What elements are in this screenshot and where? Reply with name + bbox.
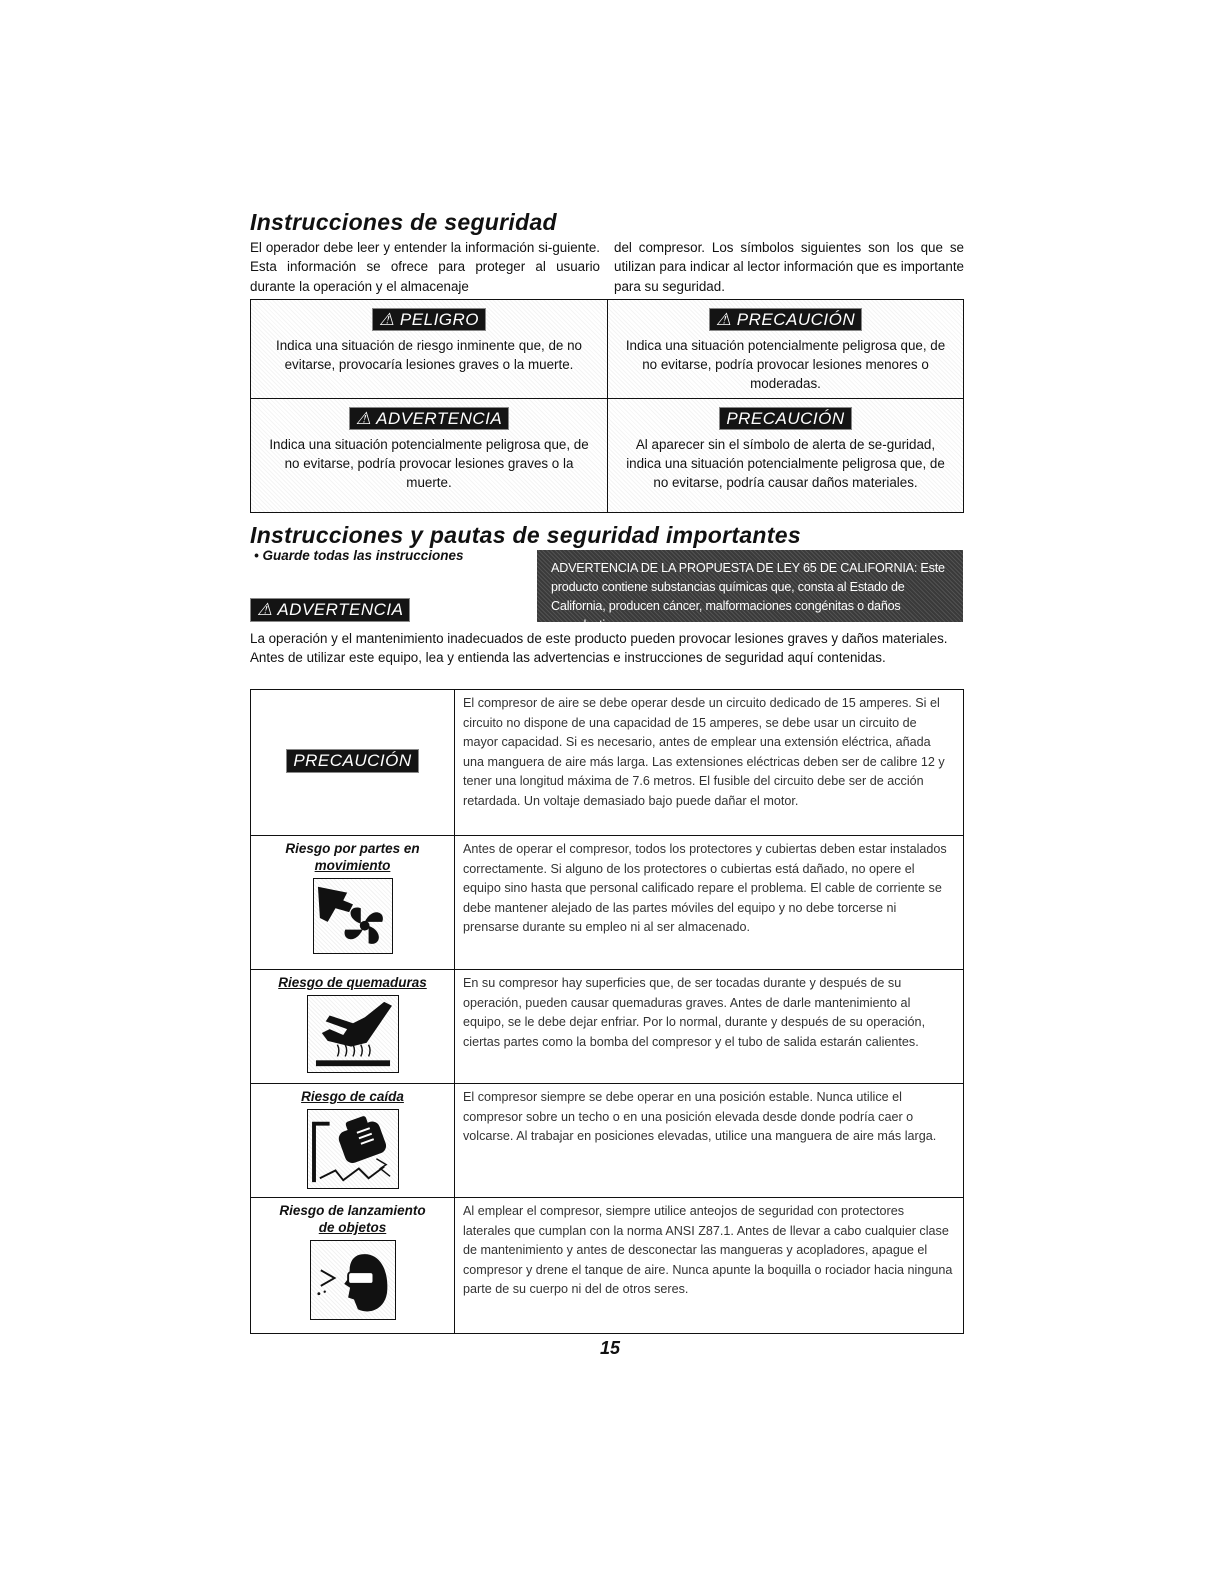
signal-advertencia	[251, 398, 607, 512]
hazard-row-moving-parts	[251, 835, 963, 969]
hazard-name: Riesgo de caída	[301, 1089, 404, 1104]
prop65-warning-box: ADVERTENCIA DE LA PROPUESTA DE LEY 65 DE CALIFORNIA: Este producto contiene substancias químicas que, consta al Estado de California, producen cáncer, malformaciones congénitas o daños reproductivos.	[537, 550, 963, 622]
moving-parts-icon	[313, 878, 393, 954]
signal-precaucion-alert	[607, 300, 963, 398]
signal-label: ⚠ PRECAUCIÓN	[709, 308, 862, 331]
signal-text: Al aparecer sin el símbolo de alerta de se-guridad, indica una situación potencialmente peligrosa que, de no evitarse, podría causar daños materiales.	[626, 437, 945, 490]
advertencia-label: ⚠ ADVERTENCIA	[250, 598, 410, 622]
hazard-name-cont: de objetos	[318, 1220, 387, 1235]
hazard-text: Antes de operar el compresor, todos los protectores y cubiertas deben estar instalados correctamente. Si alguno de los protectores o cubiertas está dañado, no opere el equipo sino hasta que personal calificado repare el problema. El cable de corriente se debe mantener alejado de las partes móviles del equipo y no debe torcerse ni prensarse durante su empleo ni al ser almacenado.	[463, 842, 947, 935]
section-title-safety: Instrucciones de seguridad	[250, 209, 557, 235]
subtitle: • Guarde todas las instrucciones	[254, 548, 464, 563]
fall-icon	[307, 1109, 399, 1189]
signal-precaucion	[607, 398, 963, 512]
hazard-label-cell	[251, 970, 455, 1083]
hazard-label-cell	[251, 1198, 455, 1333]
intro-right: del compresor. Los símbolos siguientes son los que se utilizan para indicar al lector información que es importante para su seguridad.	[614, 240, 964, 294]
hazard-label-cell	[251, 836, 455, 969]
precaucion-label: PRECAUCIÓN	[286, 749, 418, 773]
signal-text: Indica una situación de riesgo inminente que, de no evitarse, provocaría lesiones graves o la muerte.	[276, 338, 582, 372]
signal-text: Indica una situación potencialmente peligrosa que, de no evitarse, podría provocar lesiones graves o la muerte.	[269, 437, 589, 490]
hazard-name-cont: movimiento	[314, 858, 391, 873]
hazard-row-circuit	[251, 690, 963, 835]
hazard-row-flying-objects	[251, 1197, 963, 1333]
hazard-row-burn	[251, 969, 963, 1083]
burn-icon	[307, 995, 399, 1073]
hazard-text: El compresor de aire se debe operar desde un circuito dedicado de 15 amperes. Si el circuito no dispone de una capacidad de 15 amperes, se debe usar un circuito de mayor capacidad. Si es necesario, antes de emplear una extensión eléctrica, añada una manguera de aire más larga. Las extensiones eléctricas deben ser de calibre 12 y tener una longitud máxima de 7.6 metros. El fusible del circuito debe ser de acción retardada. Un voltaje demasiado bajo puede dañar el motor.	[463, 696, 945, 808]
hazard-text: Al emplear el compresor, siempre utilice anteojos de seguridad con protectores laterales que cumplan con la norma ANSI Z87.1. Antes de llevar a cabo cualquier clase de mantenimiento y antes de desconectar las mangueras y acopladores, apague el compresor y drene el tanque de aire. Nunca apunte la boquilla o rociador hacia ninguna parte de su cuerpo ni del de otros seres.	[463, 1204, 953, 1297]
hazard-text: El compresor siempre se debe operar en una posición estable. Nunca utilice el compresor sobre un techo o en una posición elevada desde donde podría caer o volcarse. Al trabajar en posiciones elevadas, utilice una manguera de aire más larga.	[463, 1090, 937, 1144]
hazard-name: Riesgo de quemaduras	[278, 975, 427, 990]
signal-label: PRECAUCIÓN	[719, 407, 851, 430]
hazard-label-cell	[251, 1084, 455, 1197]
page-number: 15	[600, 1338, 621, 1358]
intro-text	[250, 238, 964, 296]
advertencia-text: La operación y el mantenimiento inadecuados de este producto pueden provocar lesiones graves y daños materiales. Antes de utilizar este equipo, lea y entienda las advertencias e instrucciones de seguridad aquí contenidas.	[250, 631, 948, 665]
hazard-table	[250, 689, 964, 1334]
intro-left: El operador debe leer y entender la información si-guiente. Esta información se ofrece para proteger al usuario durante la operación y el almacenaje	[250, 240, 600, 294]
hazard-row-fall	[251, 1083, 963, 1197]
signal-label: ⚠ ADVERTENCIA	[349, 407, 509, 430]
signal-label: ⚠ PELIGRO	[372, 308, 486, 331]
signal-peligro	[251, 300, 607, 398]
hazard-text: En su compresor hay superficies que, de ser tocadas durante y después de su operación, pueden causar quemaduras graves. Antes de darle mantenimiento al equipo, se le debe dejar enfriar. Por lo normal, durante y después de su operación, ciertas partes como la bomba del compresor y el tubo de salida estarán calientes.	[463, 976, 926, 1049]
signal-text: Indica una situación potencialmente peligrosa que, de no evitarse, podría provocar lesiones menores o moderadas.	[625, 338, 946, 391]
hazard-label-cell	[251, 690, 455, 835]
signal-words-table	[250, 299, 964, 513]
flying-objects-icon	[310, 1240, 396, 1320]
hazard-name: Riesgo de lanzamiento	[279, 1203, 426, 1218]
section-title-guidelines: Instrucciones y pautas de seguridad importantes	[250, 522, 801, 548]
hazard-name: Riesgo por partes en	[285, 841, 420, 856]
